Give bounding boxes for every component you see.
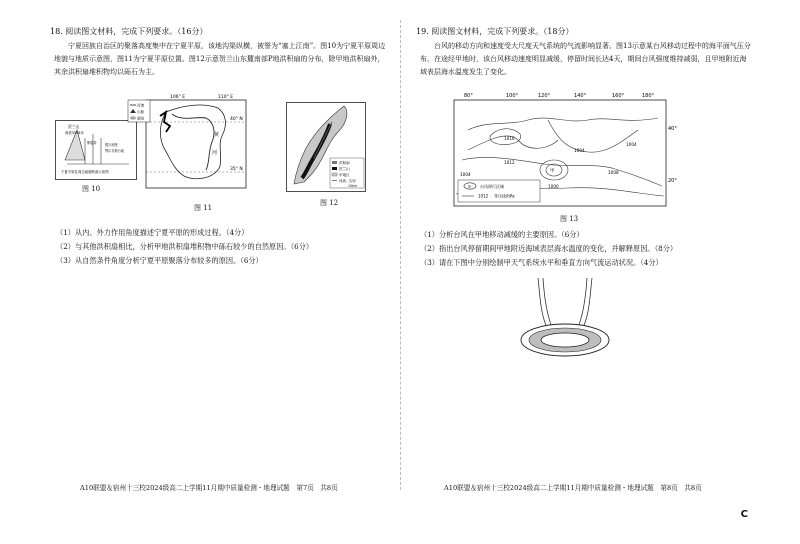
question-19-material: 台风的移动方向和速度受大尺度天气系统的气流影响显著。图13示意某台风移动过程中的海平面气压分布，在途经甲地时，该台风移动速度明显减缓，停留时间长达4天，期间台风强度维持减弱，且甲地附近海域表层海水温度发生了变化。: [420, 42, 751, 76]
fig11-lat1: 40° N: [230, 117, 243, 122]
question-19-2: （2）指出台风停留期间甲地附近海域表层海水温度的变化，并解释原因。（8分）: [420, 244, 678, 253]
fig12-legend-mountain: 贺兰山: [339, 167, 350, 171]
fig10-bottom-label: 宁夏平原及周边地貌断面示意图: [61, 170, 109, 174]
corner-mark: C: [740, 509, 748, 520]
fig12-legend-fan: 洪积扇: [339, 161, 350, 165]
fig12-legend-area: 甲地区: [339, 173, 350, 177]
fig13-lat-40: 40°: [668, 126, 677, 132]
fig13-lon-140: 140°: [574, 93, 587, 99]
figure-13-caption: 图 13: [560, 215, 579, 223]
fig13-isobar-1004-east: 1004: [626, 142, 637, 147]
fig13-lon-80: 80°: [464, 93, 473, 99]
fig13-isobar-1012: 1012: [504, 160, 515, 165]
left-page-footer: A10联盟＆宿州十三校2024级高二上学期11月期中质量检测・地理试题 第7页 共8页: [80, 484, 338, 492]
fig10-fault: 断裂带: [87, 141, 97, 145]
figure-10-caption: 图 10: [82, 185, 101, 193]
fig13-isobar-1004-west: 1004: [460, 172, 471, 177]
fig11-label-huang: 黄: [214, 132, 220, 138]
figure-10: [55, 120, 137, 180]
fig10-basin-a: 银川地堑: [105, 143, 118, 147]
fig13-lat-20: 20°: [668, 178, 677, 184]
figure-11-caption: 图 11: [194, 204, 213, 212]
fig13-isobar-1008: 1008: [608, 170, 619, 175]
figure-12-caption: 图 12: [320, 199, 339, 207]
fig11-label-he: 河: [212, 150, 218, 156]
figure-12: [286, 102, 366, 192]
fig11-lon2: 110° E: [218, 95, 234, 100]
fig13-legend-line-value: 1012: [478, 193, 489, 199]
question-18-title: 18. 阅读图文材料，完成下列要求。（16分）: [50, 27, 208, 36]
fig11-legend-river: 河流: [137, 103, 145, 108]
fig10-basin-b: 鄂尔多斯台地: [105, 149, 125, 153]
figure-13: [448, 90, 688, 210]
fig12-legend-river: 河流、沟谷: [339, 179, 356, 183]
fig13-isobar-1000: 1000: [548, 184, 559, 189]
fig10-mountain: 贺兰山: [68, 124, 80, 129]
question-19-title: 19. 阅读图文材料，完成下列要求。（18分）: [416, 27, 574, 36]
fig11-lat2: 35° N: [230, 167, 243, 172]
question-19-1: （1）分析台风在甲地移动减缓的主要原因。（6分）: [420, 230, 584, 239]
airflow-drawing-figure: [510, 274, 620, 366]
fig13-legend-jia: 甲: [467, 185, 472, 189]
fig13-isobar-1004-center: 1004: [574, 148, 585, 153]
fig11-legend-lake: 湖泊: [137, 116, 145, 121]
right-page-footer: A10联盟＆宿州十三校2024级高二上学期11月期中质量检测・地理试题 第8页 共8页: [444, 484, 702, 492]
fig13-legend-line-text: 等压线/hPa: [494, 193, 515, 199]
fig13-lon-180: 180°: [642, 93, 655, 99]
question-19-3: （3）请在下图中分别绘制甲天气系统水平和垂直方向气流运动状况。（4分）: [420, 258, 663, 267]
question-18-3: （3）从自然条件角度分析宁夏平原聚落分布较多的原因。（6分）: [56, 256, 263, 265]
fig13-isobar-1016: 1016: [504, 136, 515, 141]
figure-11: [126, 92, 252, 194]
fig13-lon-160: 160°: [612, 93, 625, 99]
fig11-lon1: 106° E: [170, 95, 186, 100]
question-18-material: 宁夏回族自治区的聚落高度集中在宁夏平原，该地沟渠纵横，被誉为“塞上江南”。图10为宁夏平原周边地貌与地质示意图，图11为宁夏平原位置。图12示意贺兰山东麓南部P地洪积扇的分布，除甲地洪积扇外，其余洪积扇堆积物均以砾石为主。: [54, 42, 386, 76]
fig13-legend-area: 台风滞行区域: [480, 184, 504, 189]
fig13-label-jia: 甲: [550, 169, 555, 174]
fig10-elevation: 海拔3556米: [65, 131, 84, 135]
fig12-scale: 10km: [348, 184, 358, 188]
fig13-lon-120: 120°: [538, 93, 551, 99]
right-page: [400, 0, 800, 544]
fig13-lon-100: 100°: [506, 93, 519, 99]
fig11-legend-mountain: 山脉: [137, 110, 145, 114]
question-18-2: （2）与其他洪积扇相比，分析甲地洪积扇堆积物中砾石较少的自然原因。（6分）: [56, 242, 314, 251]
question-18-1: （1）从内、外力作用角度描述宁夏平原的形成过程。（4分）: [56, 228, 249, 237]
